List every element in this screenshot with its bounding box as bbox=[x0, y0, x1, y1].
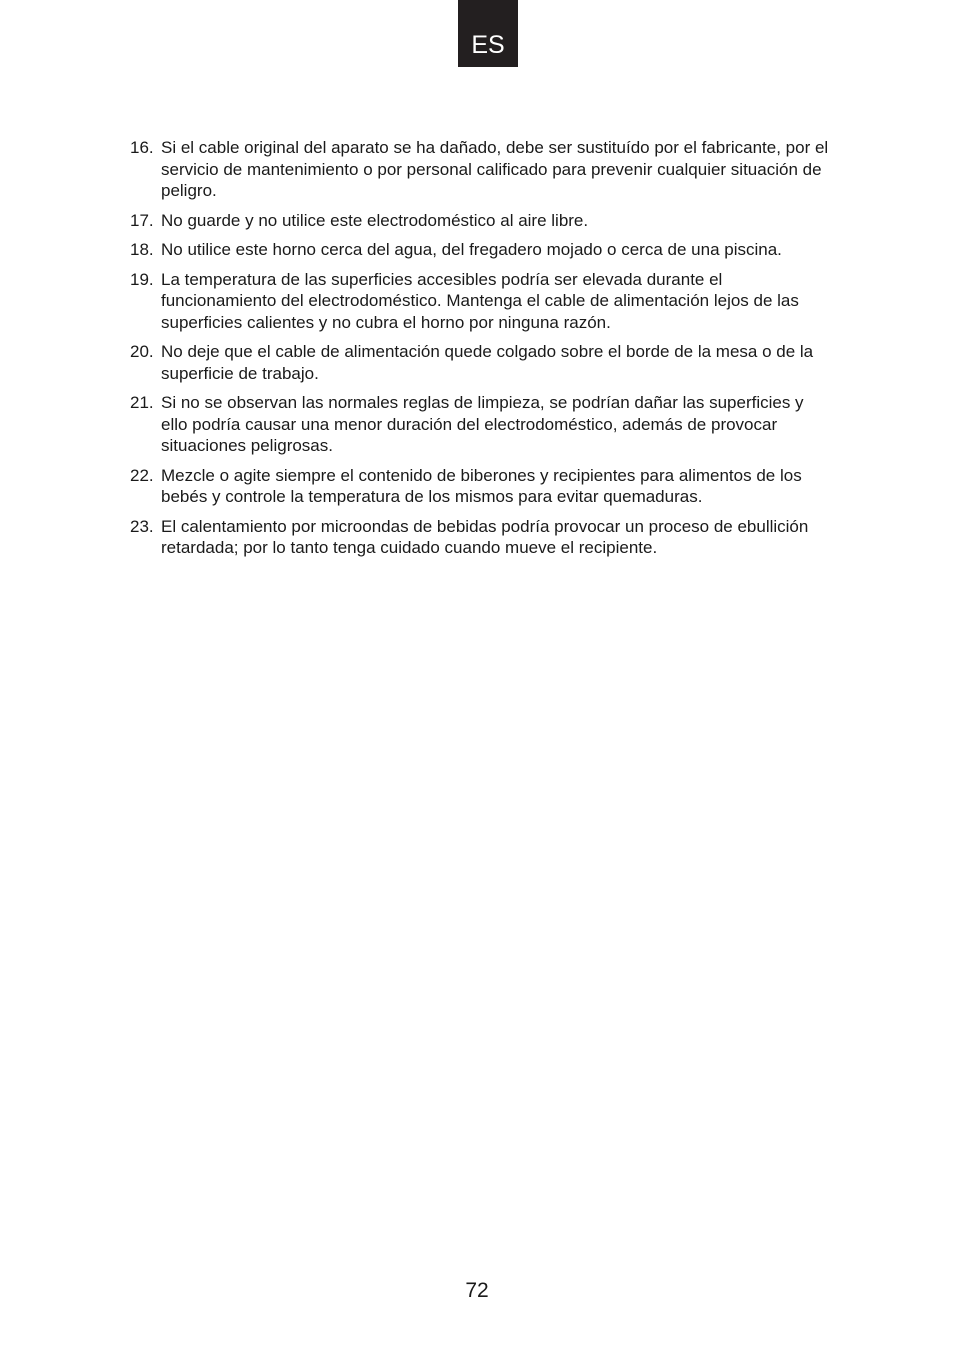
list-item bbox=[130, 341, 830, 384]
list-item bbox=[130, 516, 830, 559]
item-number: 21. bbox=[130, 393, 154, 412]
item-text: Si el cable original del aparato se ha dañado, debe ser sustituído por el fabricante, por el servicio de mantenimiento o por personal calificado para prevenir cualquier situación de peligro. bbox=[161, 138, 829, 200]
item-number: 17. bbox=[130, 210, 154, 230]
item-number: 19. bbox=[130, 269, 154, 289]
item-text: No utilice este horno cerca del agua, del fregadero mojado o cerca de una piscina. bbox=[161, 240, 782, 259]
item-text: No deje que el cable de alimentación quede colgado sobre el borde de la mesa o de la superficie de trabajo. bbox=[161, 342, 814, 383]
item-number: 18. bbox=[130, 240, 154, 259]
language-label: ES bbox=[471, 31, 505, 59]
page-number: 72 bbox=[465, 1279, 489, 1302]
item-text: El calentamiento por microondas de bebidas podría provocar un proceso de ebullición retardada; por lo tanto tenga cuidado cuando mueve el recipiente. bbox=[161, 516, 809, 557]
item-number: 20. bbox=[130, 342, 154, 361]
item-number: 22. bbox=[130, 465, 154, 485]
item-text: Si no se observan las normales reglas de limpieza, se podrían dañar las superficies y ello podría causar una menor duración del electrodoméstico, además de provocar situaciones peligrosas. bbox=[161, 393, 804, 455]
safety-instructions-list bbox=[130, 137, 830, 567]
list-item bbox=[130, 269, 830, 334]
list-item bbox=[130, 239, 830, 261]
list-item bbox=[130, 465, 830, 508]
item-number: 16. bbox=[130, 138, 154, 157]
list-item bbox=[130, 137, 830, 202]
list-item bbox=[130, 210, 830, 232]
item-text: No guarde y no utilice este electrodoméstico al aire libre. bbox=[161, 210, 589, 230]
language-tab bbox=[458, 0, 518, 67]
item-number: 23. bbox=[130, 516, 154, 536]
list-item bbox=[130, 392, 830, 457]
item-text: La temperatura de las superficies accesibles podría ser elevada durante el funcionamiento del electrodoméstico. Mantenga el cable de alimentación lejos de las superficies calientes y no cubra el horno por ninguna razón. bbox=[161, 269, 799, 332]
item-text: Mezcle o agite siempre el contenido de biberones y recipientes para alimentos de los bebés y controle la temperatura de los mismos para evitar quemaduras. bbox=[161, 465, 802, 506]
